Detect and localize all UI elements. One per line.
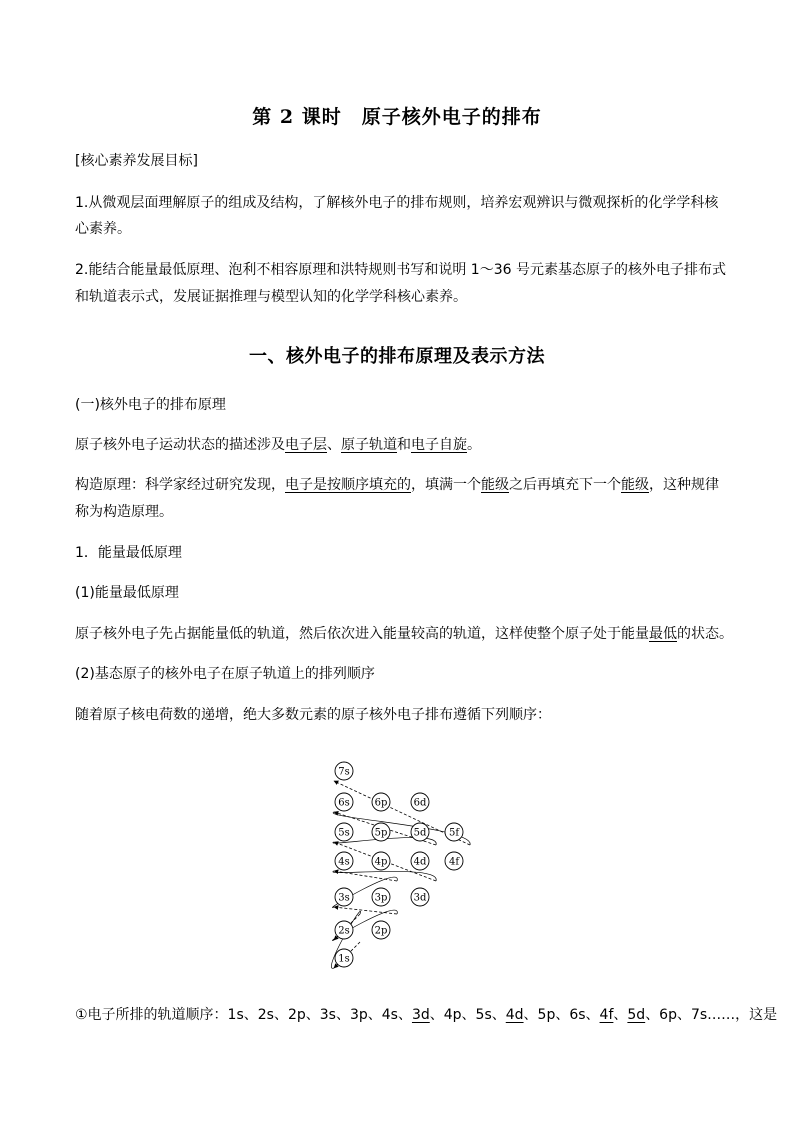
orbital-5f [445, 823, 463, 841]
text: 、 [327, 437, 341, 453]
goal-2-line-2: 和轨道表示式，发展证据推理与模型认知的化学学科核心素养。 [75, 289, 467, 305]
term-sequential-filling: 电子是按顺序填充的 [285, 477, 411, 493]
point-1-sub-1: (1)能量最低原理 [75, 585, 179, 601]
orbital-3d [411, 888, 429, 906]
goal-1-line-2: 心素养。 [75, 221, 131, 237]
text: ，填满一个 [411, 477, 481, 493]
orbital-label: 6p [374, 797, 388, 809]
orbital-3d: 3d [411, 1007, 430, 1023]
orbital-label: 2s [338, 925, 350, 937]
filling-arrow [334, 907, 397, 914]
orbital-label: 6d [413, 797, 427, 809]
orbital-label: 3p [374, 892, 388, 904]
orbital-1s [335, 949, 353, 967]
orbital-4f [445, 852, 463, 870]
orbital-circles [335, 762, 463, 967]
paragraph-aufbau-line-2: 称为构造原理。 [75, 504, 173, 520]
orbital-label: 5d [413, 827, 427, 839]
paragraph-description [75, 438, 481, 452]
term-energy-level: 能级 [481, 477, 509, 493]
text: 原子核外电子先占据能量低的轨道，然后依次进入能量较高的轨道，这样使整个原子处于能量 [75, 626, 649, 642]
orbital-5d [411, 823, 429, 841]
orbital-label: 6s [338, 797, 350, 809]
orbital-label: 1s [338, 953, 350, 965]
text: 原子核外电子运动状态的描述涉及 [75, 437, 285, 453]
text: 构造原理：科学家经过研究发现， [75, 477, 285, 493]
text: 和 [397, 437, 411, 453]
orbital-label: 3d [413, 892, 427, 904]
orbital-4p [372, 852, 390, 870]
text: 、5p、6s、 [523, 1007, 600, 1023]
orbital-label: 5f [448, 827, 460, 839]
goals-heading: [核心素养发展目标] [75, 153, 198, 169]
diagonal-arrows [331, 781, 470, 968]
text: ，这种规律 [649, 477, 719, 493]
orbital-label: 4s [338, 856, 350, 868]
text: 之后再填充下一个 [509, 477, 621, 493]
point-1-title: 1．能量最低原理 [75, 545, 182, 561]
orbital-3s [335, 888, 353, 906]
paragraph-orbital-order [75, 1008, 777, 1022]
orbital-5p [372, 823, 390, 841]
term-energy-level: 能级 [621, 477, 649, 493]
orbital-3p [372, 888, 390, 906]
orbital-4s [335, 852, 353, 870]
orbital-5d: 5d [627, 1007, 646, 1023]
paragraph-order-intro: 随着原子核电荷数的递增，绝大多数元素的原子核外电子排布遵循下列顺序： [75, 707, 551, 723]
text: 的状态。 [677, 626, 733, 642]
text: 。 [467, 437, 481, 453]
paragraph-lowest-energy [75, 627, 733, 641]
orbital-label: 4d [413, 856, 427, 868]
orbital-label: 3s [338, 892, 350, 904]
term-atomic-orbital: 原子轨道 [341, 437, 397, 453]
term-lowest: 最低 [649, 626, 677, 642]
orbital-4d: 4d [505, 1007, 524, 1023]
orbital-label: 4f [448, 856, 460, 868]
goal-1-line-1: 1.从微观层面理解原子的组成及结构，了解核外电子的排布规则，培养宏观辨识与微观探析的化学学科核 [75, 195, 719, 211]
orbital-label: 4p [374, 856, 388, 868]
goal-2-line-1: 2.能结合能量最低原理、泡利不相容原理和洪特规则书写和说明 1～36 号元素基态原子的核外电子排布式 [75, 262, 726, 278]
orbital-label: 2p [374, 925, 388, 937]
subsection-1-title: (一)核外电子的排布原理 [75, 397, 226, 413]
text: 、4p、5s、 [429, 1007, 506, 1023]
orbital-6d [411, 793, 429, 811]
orbital-5s [335, 823, 353, 841]
page-title: 第 2 课时 原子核外电子的排布 [252, 106, 542, 128]
orbital-7s [335, 762, 353, 780]
text: 、 [613, 1007, 628, 1023]
term-electron-shell: 电子层 [285, 437, 327, 453]
text: ①电子所排的轨道顺序：1s、2s、2p、3s、3p、4s、 [75, 1007, 412, 1023]
orbital-6p [372, 793, 390, 811]
point-1-sub-2: (2)基态原子的核外电子在原子轨道上的排列顺序 [75, 666, 375, 682]
orbital-4d [411, 852, 429, 870]
aufbau-diagram [316, 752, 486, 977]
term-electron-spin: 电子自旋 [411, 437, 467, 453]
orbital-2p [372, 921, 390, 939]
paragraph-aufbau-line-1 [75, 478, 719, 492]
text: 、6p、7s……，这是 [645, 1007, 778, 1023]
orbital-6s [335, 793, 353, 811]
orbital-2s [335, 921, 353, 939]
orbital-label: 7s [338, 766, 350, 778]
orbital-label: 5s [338, 827, 350, 839]
orbital-label: 5p [374, 827, 388, 839]
orbital-4f: 4f [599, 1007, 614, 1023]
section-1-title: 一、核外电子的排布原理及表示方法 [249, 346, 545, 367]
